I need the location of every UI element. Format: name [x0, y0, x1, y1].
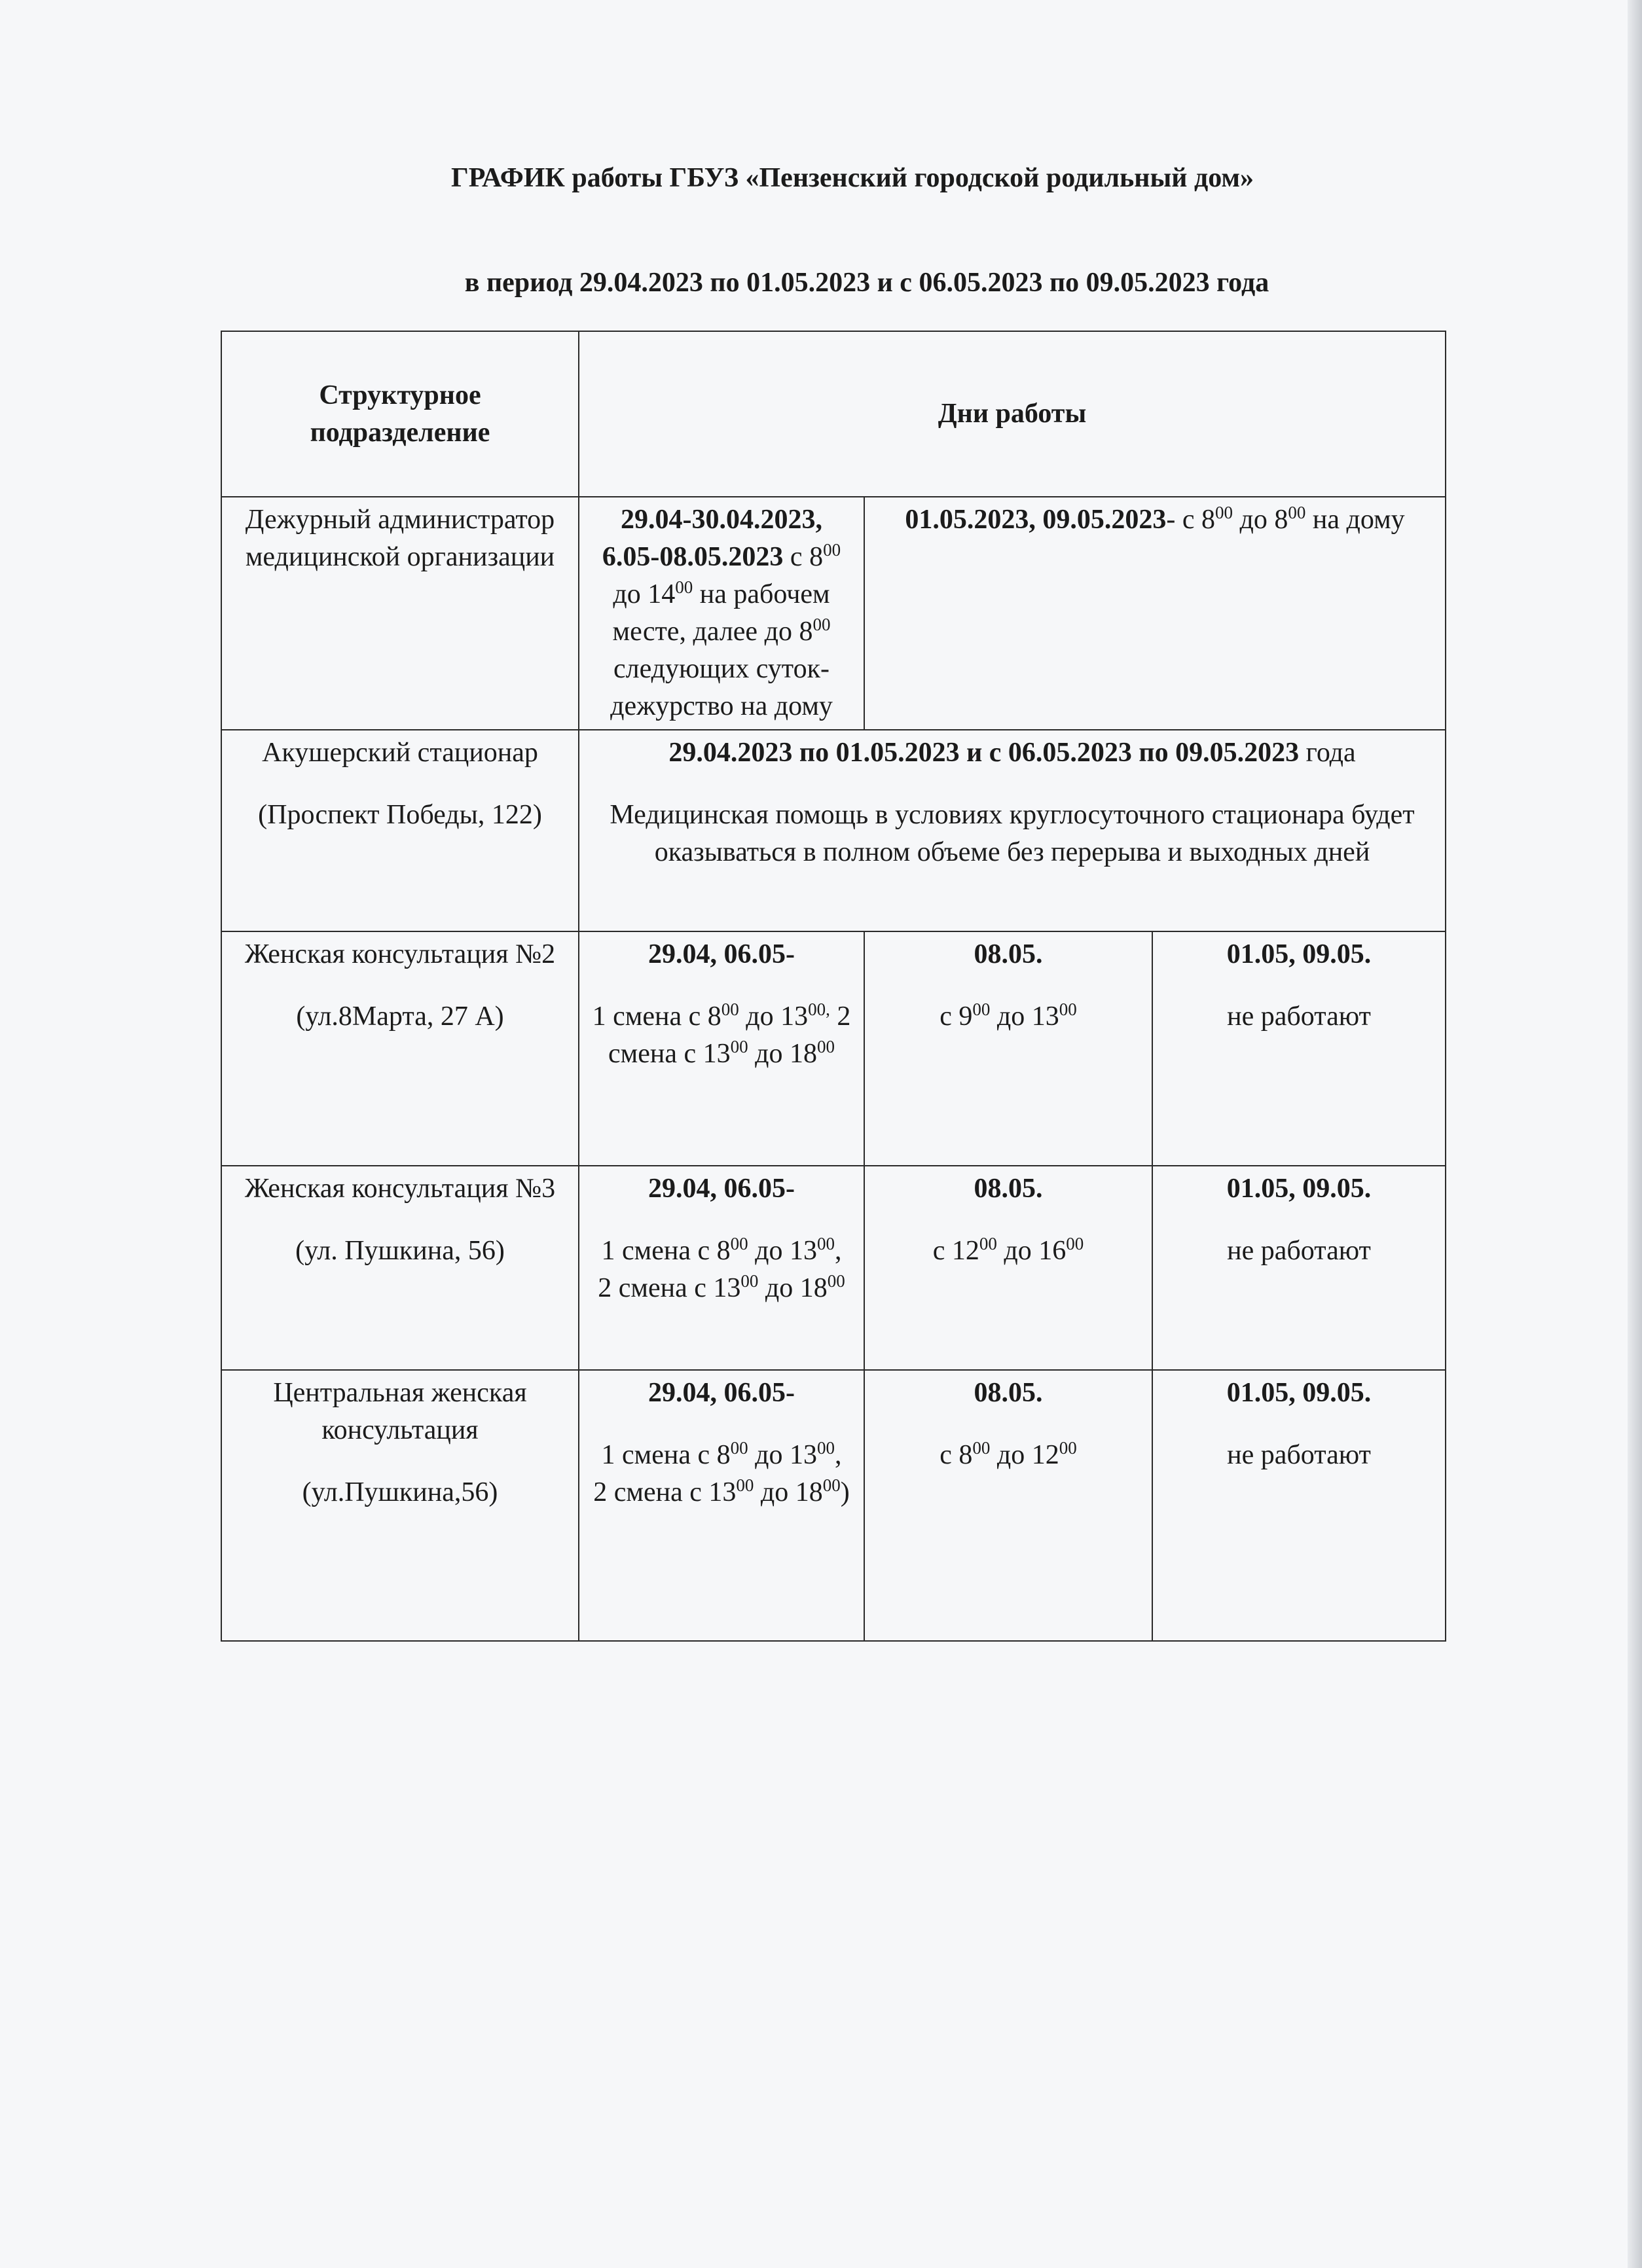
date-range: 29.04, 06.05-: [648, 1378, 795, 1408]
date-range: 01.05, 09.05.: [1226, 1378, 1372, 1408]
date-range: 01.05.2023, 09.05.2023: [905, 505, 1167, 535]
table-row: [221, 931, 1446, 1166]
unit-address: (ул.8Марта, 27 А): [296, 1001, 504, 1032]
unit-cell: Женская консультация №2 (ул.8Марта, 27 А): [221, 931, 579, 1166]
unit-address: (Проспект Победы, 122): [258, 800, 542, 830]
unit-address: (ул. Пушкина, 56): [295, 1236, 505, 1266]
header-unit: Структурное подразделение: [221, 331, 579, 497]
page-edge-shadow: [1628, 0, 1642, 2268]
date-range: 08.05.: [974, 939, 1043, 969]
date-range: 01.05, 09.05.: [1226, 1174, 1372, 1204]
date-range: 29.04, 06.05-: [648, 939, 795, 969]
unit-cell: Женская консультация №3 (ул. Пушкина, 56): [221, 1166, 579, 1370]
date-range: 29.04-30.04.2023, 6.05-08.05.2023: [602, 505, 822, 572]
date-range: 08.05.: [974, 1378, 1043, 1408]
table-row: [221, 1370, 1446, 1641]
date-range: 29.04, 06.05-: [648, 1174, 795, 1204]
unit-cell: Дежурный администратор медицинской организации: [221, 497, 579, 730]
schedule-cell: 01.05.2023, 09.05.2023- с $8^{00}$ до $8^{00}$ на дому: [864, 497, 1446, 730]
schedule-table: [221, 331, 1446, 1642]
schedule-cell: 08.05. с $9^{00}$ до $13^{00}$: [864, 931, 1152, 1166]
schedule-cell: 29.04-30.04.2023, 6.05-08.05.2023 с $8^{00}$ до $14^{00}$ на рабочем месте, далее до $8^{00}$ следующих суток-дежурство на дому: [579, 497, 864, 730]
unit-cell: Центральная женская консультация (ул.Пушкина,56): [221, 1370, 579, 1641]
header-days: Дни работы: [579, 331, 1446, 497]
date-range: 29.04.2023 по 01.05.2023 и с 06.05.2023 по 09.05.2023: [668, 738, 1300, 768]
document-title: ГРАФИК работы ГБУЗ «Пензенский городской родильный дом»: [451, 163, 1254, 193]
table-row: [221, 730, 1446, 931]
schedule-cell: 29.04, 06.05- 1 смена с $8^{00}$ до $13^{00}$, 2 смена с $13^{00}$ до $18^{00}$): [579, 1370, 864, 1641]
schedule-cell: 08.05. с $8^{00}$ до $12^{00}$: [864, 1370, 1152, 1641]
schedule-cell: 29.04, 06.05- 1 смена с $8^{00}$ до $13^{00,}$ 2 смена с $13^{00}$ до $18^{00}$: [579, 931, 864, 1166]
date-range: 08.05.: [974, 1174, 1043, 1204]
schedule-note: Медицинская помощь в условиях круглосуточного стационара будет оказываться в полном объеме без перерыва и выходных дней: [610, 800, 1415, 867]
document-subtitle: в период 29.04.2023 по 01.05.2023 и с 06.05.2023 по 09.05.2023 года: [464, 268, 1269, 298]
schedule-cell: 01.05, 09.05. не работают: [1152, 1370, 1446, 1641]
schedule-cell: 29.04, 06.05- 1 смена с $8^{00}$ до $13^{00}$, 2 смена с $13^{00}$ до $18^{00}$: [579, 1166, 864, 1370]
table-row: [221, 1166, 1446, 1370]
schedule-cell: 01.05, 09.05. не работают: [1152, 931, 1446, 1166]
schedule-cell: 08.05. с $12^{00}$ до $16^{00}$: [864, 1166, 1152, 1370]
schedule-cell: 29.04.2023 по 01.05.2023 и с 06.05.2023 по 09.05.2023 года Медицинская помощь в условиях круглосуточного стационара будет оказываться в полном объеме без перерыва и выходных дней: [579, 730, 1446, 931]
unit-address: (ул.Пушкина,56): [302, 1477, 498, 1507]
table-row: [221, 497, 1446, 730]
date-range: 01.05, 09.05.: [1226, 939, 1372, 969]
schedule-cell: 01.05, 09.05. не работают: [1152, 1166, 1446, 1370]
unit-cell: Акушерский стационар (Проспект Победы, 122): [221, 730, 579, 931]
table-header-row: [221, 331, 1446, 497]
